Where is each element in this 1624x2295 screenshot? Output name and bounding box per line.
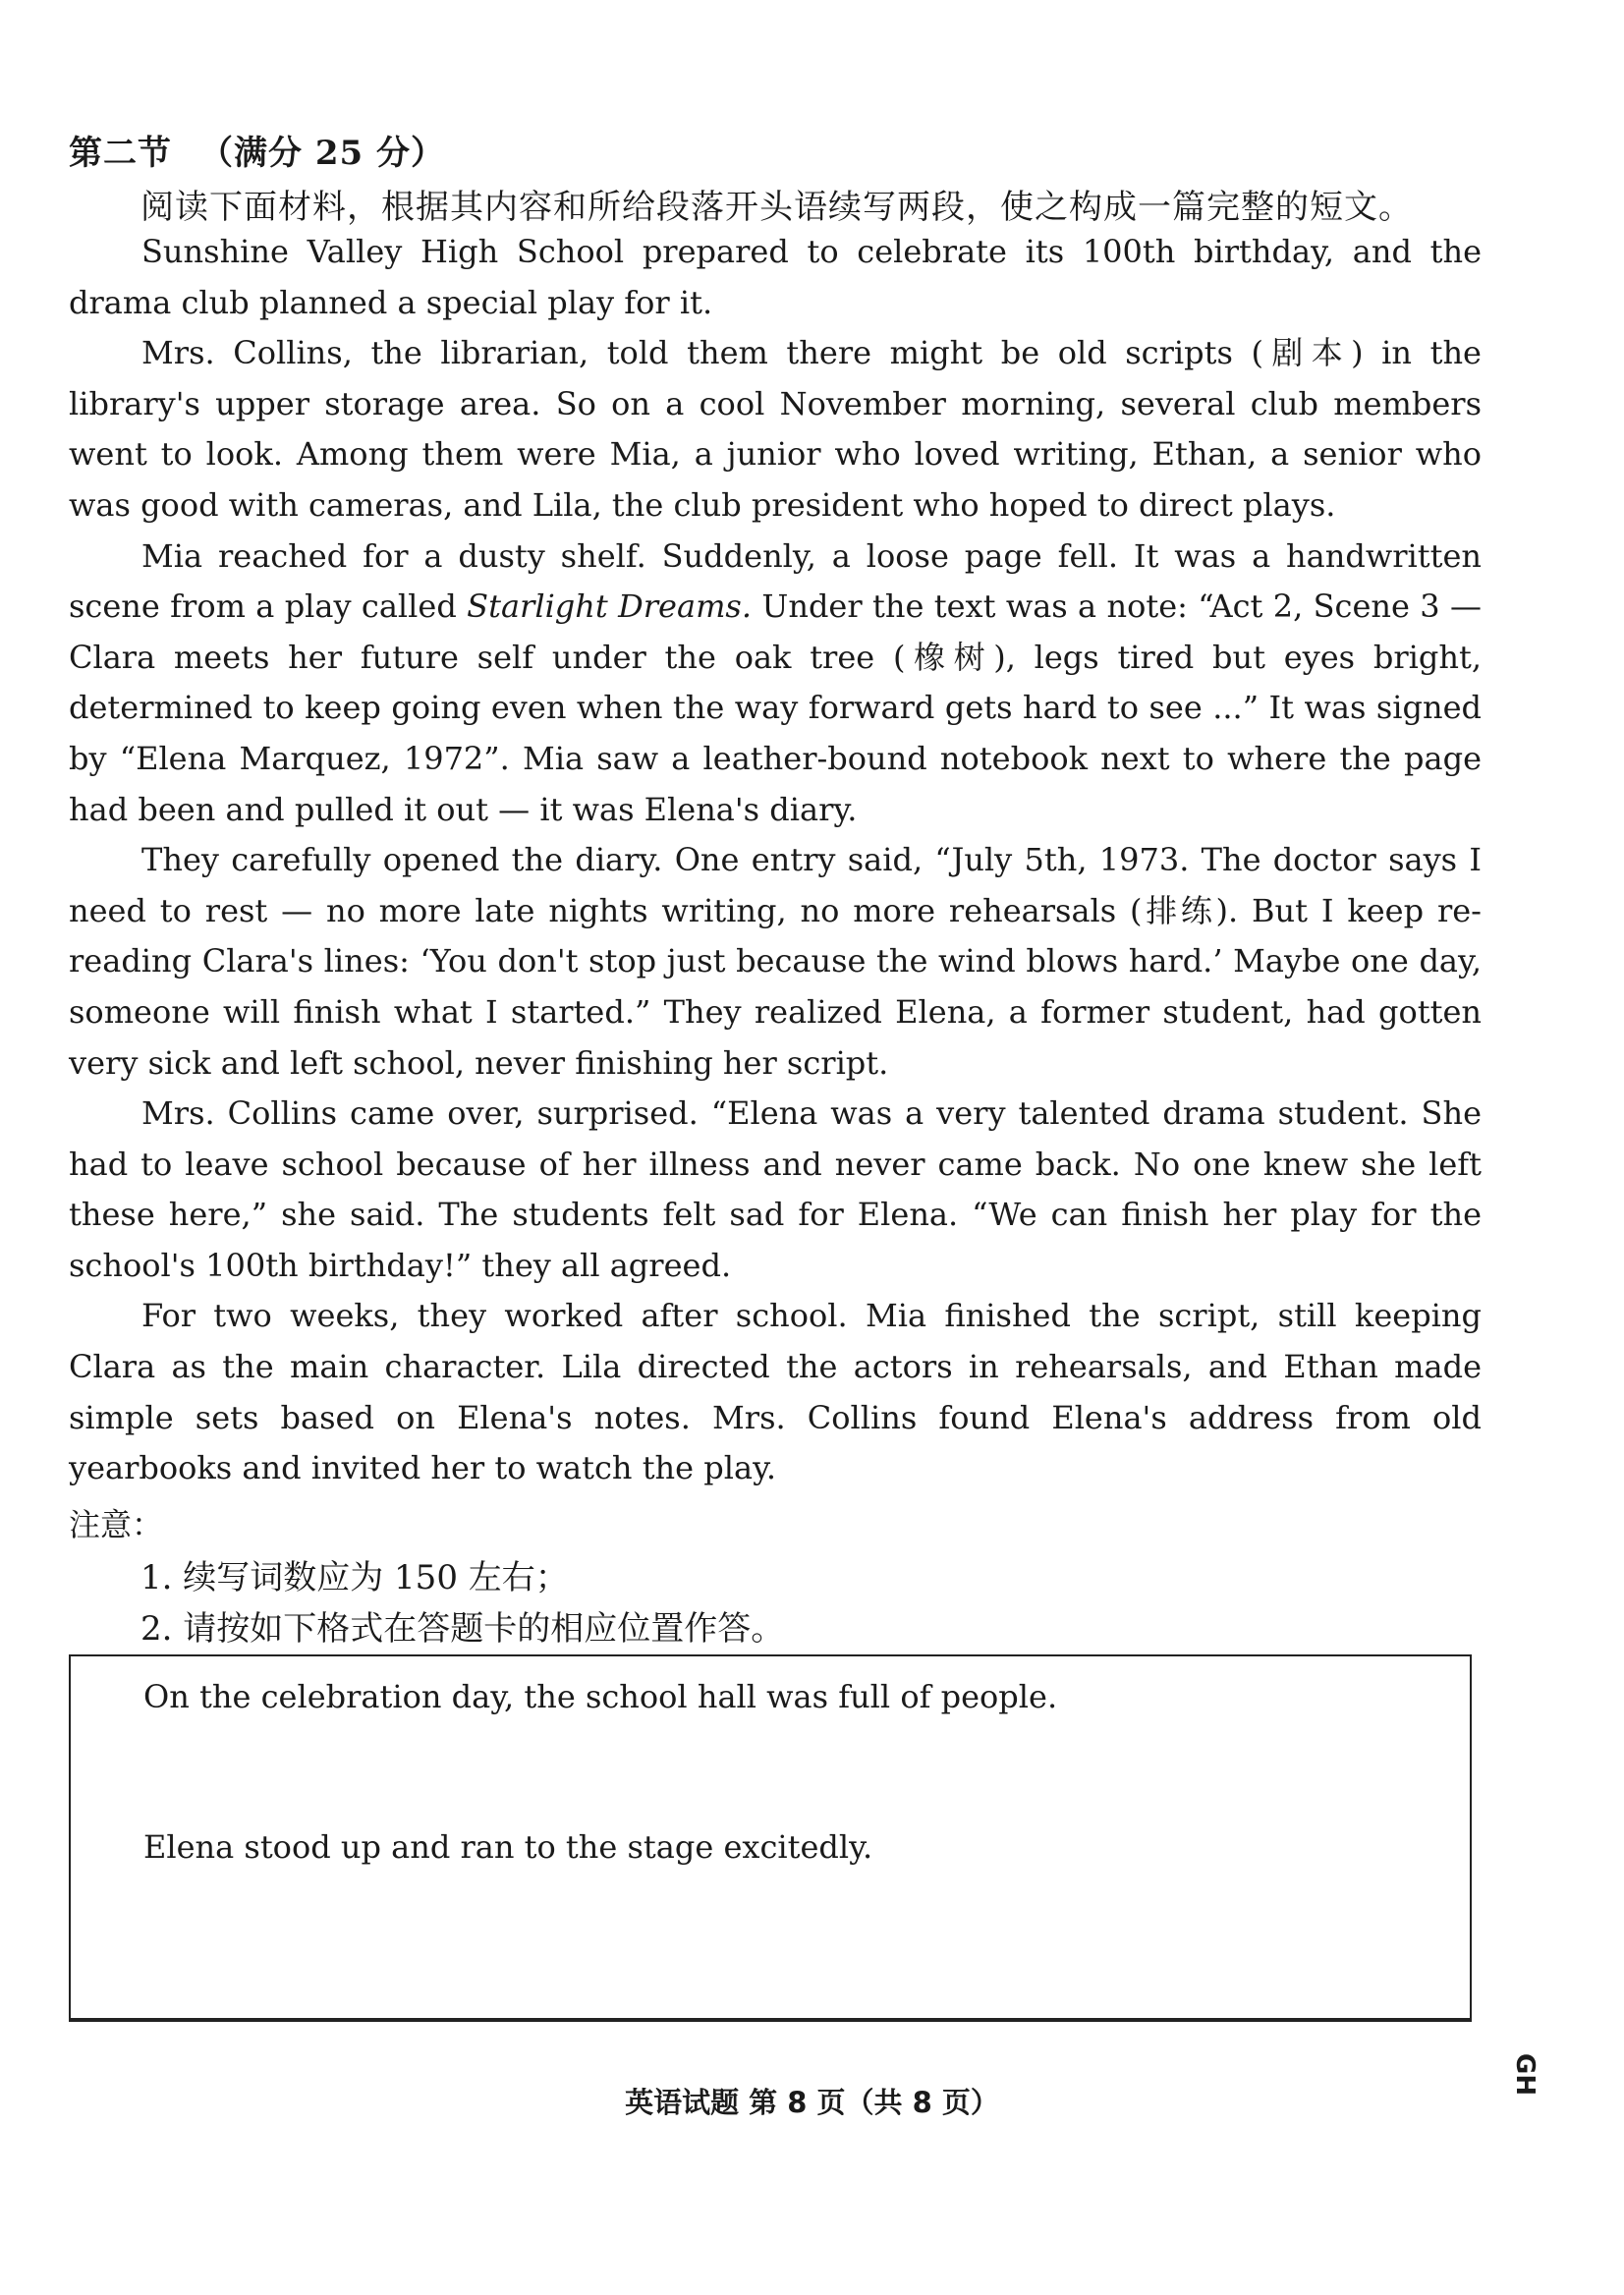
- notes-list: [140, 1552, 784, 1654]
- section-heading: [69, 126, 445, 174]
- passage-paragraph-2: Mrs. Collins, the librarian, told them there might be old scripts (剧本) in the library's upper storage area. So on a cool November morning, several club members went to look. Among them were Mia, a junior who loved writing, Ethan, a senior who was good with cameras, and Lila, the club president who hoped to direct plays.: [69, 334, 1482, 524]
- section-score: （满分 25 分）: [199, 134, 445, 173]
- opening-sentence-1: On the celebration day, the school hall was full of people.: [143, 1678, 1058, 1715]
- section-instruction: 阅读下面材料，根据其内容和所给段落开头语续写两段，使之构成一篇完整的短文。: [140, 188, 1413, 227]
- reading-passage: [69, 227, 1482, 1494]
- passage-paragraph-5: Mrs. Collins came over, surprised. “Elena was a very talented drama student. She had to leave school because of her illness and never came back. No one knew she left these here,” she said. The students felt sad for Elena. “We can finish her play for the school's 100th birthday!” they all agreed.: [69, 1094, 1482, 1284]
- passage-paragraph-3: [69, 532, 1482, 836]
- section-title: 第二节: [69, 134, 172, 173]
- notes-label: 注意：: [69, 1506, 164, 1543]
- opening-sentence-2: Elena stood up and ran to the stage excitedly.: [143, 1828, 873, 1866]
- passage-paragraph-6: For two weeks, they worked after school. Mia finished the script, still keeping Clara as the main character. Lila directed the actors in rehearsals, and Ethan made simple sets based on Elena's notes. Mrs. Collins found Elena's address from old yearbooks and invited her to watch the play.: [69, 1297, 1482, 1487]
- passage-paragraph-4: They carefully opened the diary. One entry said, “July 5th, 1973. The doctor says I need to rest — no more late nights writing, no more rehearsals (排练). But I keep re-reading Clara's lines: ‘You don't stop just because the wind blows hard.’ Maybe one day, someone will finish what I started.” They realized Elena, a former student, had gotten very sick and left school, never finishing her script.: [69, 841, 1482, 1082]
- paragraph-3-text-a: Mia reached for a dusty shelf. Suddenly, a loose page fell. It was a handwritten scene from a play called: [69, 536, 1482, 626]
- note-item-1: 1. 续写词数应为 150 左右；: [140, 1558, 569, 1597]
- play-title: Starlight Dreams.: [467, 588, 753, 626]
- paragraph-3-text-b: Under the text was a note: “Act 2, Scene 3 — Clara meets her future self under the oak tree (橡树), legs tired but eyes bright, determined to keep going even when the way forward gets hard to see ...” It was signed by “Elena Marquez, 1972”. Mia saw a leather-bound notebook next to where the page had been and pulled it out — it was Elena's diary.: [69, 588, 1483, 828]
- side-mark: GH: [1510, 2053, 1540, 2097]
- note-item-2: 2. 请按如下格式在答题卡的相应位置作答。: [140, 1609, 785, 1649]
- answer-format-box: [69, 1654, 1472, 2022]
- page-footer: 英语试题 第 8 页（共 8 页）: [625, 2086, 999, 2119]
- passage-paragraph-1: Sunshine Valley High School prepared to celebrate its 100th birthday, and the drama club planned a special play for it.: [69, 233, 1482, 321]
